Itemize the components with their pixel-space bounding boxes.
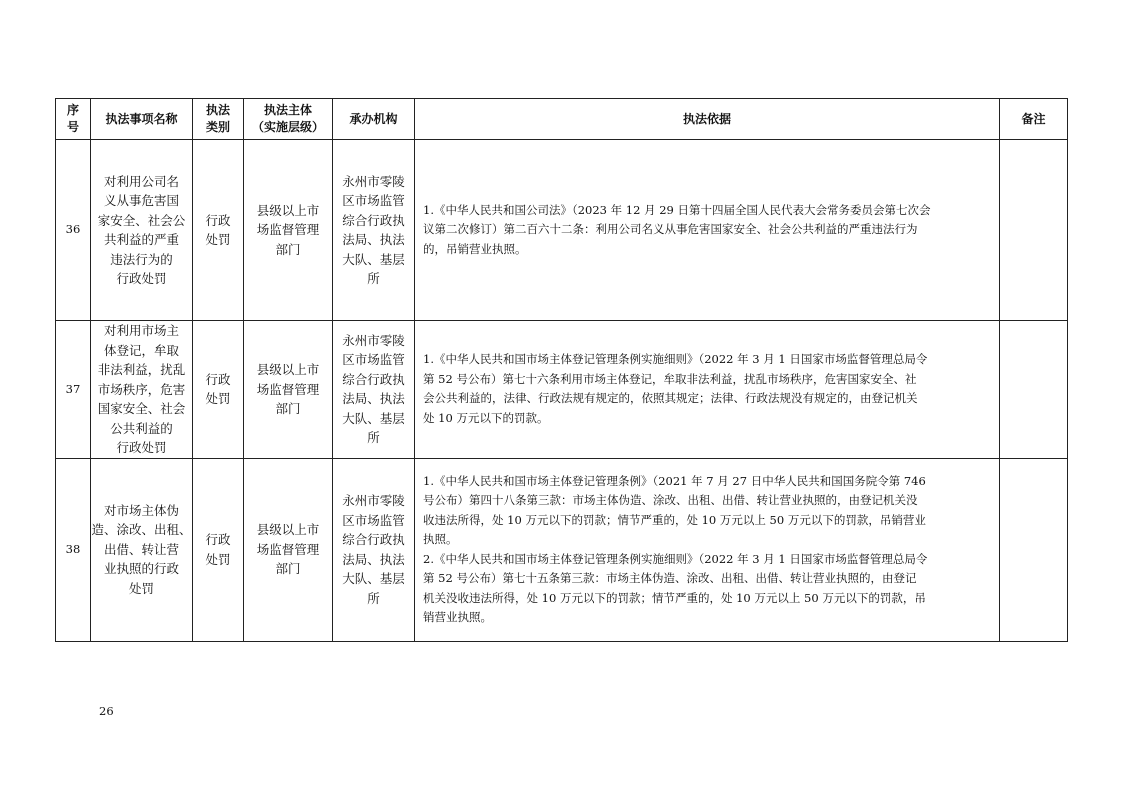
agency-cell [333, 140, 415, 321]
item-name-line: 国家安全、社会 [97, 401, 186, 416]
legal-basis-line: 号公布）第四十八条第三款：市场主体伪造、涂改、出租、出借、转让营业执照的，由登记机关没 [423, 493, 918, 507]
remarks-cell [1000, 140, 1068, 321]
item-name-line: 违法行为的 [110, 251, 173, 267]
agency-line: 所 [367, 430, 380, 446]
legal-basis-line: 执照。 [423, 532, 458, 546]
header-seq [56, 99, 91, 140]
header-seq-bottom: 号 [66, 120, 79, 134]
item-name-line: 对利用公司名 [103, 173, 179, 189]
legal-basis-line: 的，吊销营业执照。 [423, 241, 527, 256]
item-name-line: 出借、转让营 [103, 541, 179, 557]
agency-line: 大队、基层 [342, 571, 405, 586]
agency-line: 区市场监管 [342, 352, 405, 368]
subject-line: 部门 [275, 241, 301, 257]
subject-line: 场监督管理 [256, 381, 320, 397]
remarks-cell [1000, 321, 1068, 459]
header-remarks: 备注 [1000, 99, 1068, 140]
header-subject-top: 执法主体 [263, 103, 312, 117]
item-name-cell [91, 140, 193, 321]
subject-line: 场监督管理 [256, 541, 320, 557]
row-number: 36 [56, 140, 91, 321]
agency-line: 所 [367, 271, 380, 286]
item-name-line: 非法利益，扰乱 [97, 362, 186, 377]
header-agency: 承办机构 [333, 99, 415, 140]
agency-line: 法局、执法 [342, 391, 405, 407]
legal-basis-line: 会公共利益的，法律、行政法规有规定的，依照其规定；法律、行政法规没有规定的，由登记机关 [423, 391, 918, 406]
agency-line: 法局、执法 [342, 551, 405, 567]
agency-line: 综合行政执 [342, 532, 405, 547]
row-number: 38 [56, 458, 91, 641]
item-name-line: 公共利益的 [110, 420, 173, 436]
item-name-line: 处罚 [128, 580, 154, 596]
table-row [56, 321, 1068, 459]
table-row [56, 458, 1068, 641]
agency-cell [333, 458, 415, 641]
agency-line: 区市场监管 [342, 512, 405, 528]
category-line: 行政 [205, 212, 231, 228]
item-name-line: 对利用市场主 [103, 323, 179, 338]
remarks-cell [1000, 458, 1068, 641]
legal-basis-cell [415, 321, 1000, 459]
legal-basis-line: 第 52 号公布）第七十六条利用市场主体登记，牟取非法利益，扰乱市场秩序，危害国家安全、社 [423, 371, 917, 386]
header-category [193, 99, 244, 140]
subject-line: 县级以上市 [256, 202, 320, 218]
header-subject [244, 99, 333, 140]
category-line: 行政 [205, 371, 231, 387]
legal-basis-line: 2.《中华人民共和国市场主体登记管理条例实施细则》（2022 年 3 月 1 日国家市场监督管理总局令 [423, 551, 928, 566]
category-line: 处罚 [205, 232, 231, 247]
header-category-bottom: 类别 [205, 120, 230, 134]
header-subject-bottom: （实施层级） [251, 120, 324, 134]
subject-cell [244, 321, 333, 459]
agency-line: 综合行政执 [342, 212, 405, 228]
item-name-line: 行政处罚 [116, 440, 167, 455]
subject-line: 部门 [275, 401, 301, 416]
category-cell [193, 321, 244, 459]
header-basis: 执法依据 [415, 99, 1000, 140]
table-row [56, 140, 1068, 321]
subject-line: 场监督管理 [256, 222, 320, 238]
subject-cell [244, 458, 333, 641]
item-name-line: 体登记，牟取 [103, 342, 179, 358]
table-header-row [56, 99, 1068, 140]
agency-line: 大队、基层 [342, 410, 405, 426]
category-line: 行政 [205, 532, 231, 547]
legal-basis-line: 机关没收违法所得，处 10 万元以下的罚款；情节严重的，处 10 万元以上 50 万元以下的罚款，吊 [423, 590, 926, 605]
legal-basis-line: 收违法所得，处 10 万元以下的罚款；情节严重的，处 10 万元以上 50 万元以下的罚款，吊销营业 [423, 512, 926, 527]
agency-line: 永州市零陵 [342, 493, 405, 508]
category-line: 处罚 [205, 551, 231, 567]
agency-line: 法局、执法 [342, 232, 405, 247]
subject-line: 县级以上市 [256, 362, 320, 377]
agency-cell [333, 321, 415, 459]
item-name-line: 家安全、社会公 [97, 212, 186, 228]
agency-line: 永州市零陵 [342, 173, 405, 189]
legal-basis-cell [415, 458, 1000, 641]
subject-line: 部门 [275, 561, 301, 577]
enforcement-items-table [55, 98, 1068, 642]
legal-basis-line: 1.《中华人民共和国市场主体登记管理条例》（2021 年 7 月 27 日中华人民共和国国务院令第 746 [423, 473, 926, 488]
agency-line: 区市场监管 [342, 193, 405, 208]
subject-cell [244, 140, 333, 321]
row-number: 37 [56, 321, 91, 459]
item-name-line: 造、涂改、出租、 [91, 522, 192, 538]
agency-line: 永州市零陵 [342, 332, 405, 348]
header-seq-top: 序 [66, 103, 79, 117]
legal-basis-line: 议第二次修订）第二百六十二条：利用公司名义从事危害国家安全、社会公共利益的严重违法行为 [423, 222, 918, 237]
legal-basis-line: 销营业执照。 [423, 610, 492, 624]
category-cell [193, 140, 244, 321]
item-name-line: 行政处罚 [116, 271, 167, 286]
item-name-line: 市场秩序，危害 [97, 381, 186, 397]
table-body [56, 140, 1068, 642]
header-item-name: 执法事项名称 [91, 99, 193, 140]
item-name-line: 业执照的行政 [103, 561, 179, 577]
legal-basis-cell [415, 140, 1000, 321]
item-name-line: 对市场主体伪 [103, 502, 179, 518]
subject-line: 县级以上市 [256, 522, 320, 538]
legal-basis-line: 第 52 号公布）第七十五条第三款：市场主体伪造、涂改、出租、出借、转让营业执照的，由登记 [423, 571, 917, 585]
category-line: 处罚 [205, 391, 231, 407]
item-name-line: 义从事危害国 [103, 193, 179, 208]
agency-line: 大队、基层 [342, 251, 405, 267]
legal-basis-line: 1.《中华人民共和国市场主体登记管理条例实施细则》（2022 年 3 月 1 日国家市场监督管理总局令 [423, 352, 928, 367]
agency-line: 综合行政执 [342, 371, 405, 387]
item-name-line: 共利益的严重 [103, 232, 179, 247]
category-cell [193, 458, 244, 641]
page-number: 26 [99, 704, 114, 718]
legal-basis-line: 处 10 万元以下的罚款。 [423, 410, 549, 425]
agency-line: 所 [367, 590, 380, 606]
header-category-top: 执法 [205, 103, 230, 117]
legal-basis-line: 1.《中华人民共和国公司法》（2023 年 12 月 29 日第十四届全国人民代表大会常务委员会第七次会 [423, 202, 931, 217]
item-name-cell [91, 321, 193, 459]
item-name-cell [91, 458, 193, 641]
